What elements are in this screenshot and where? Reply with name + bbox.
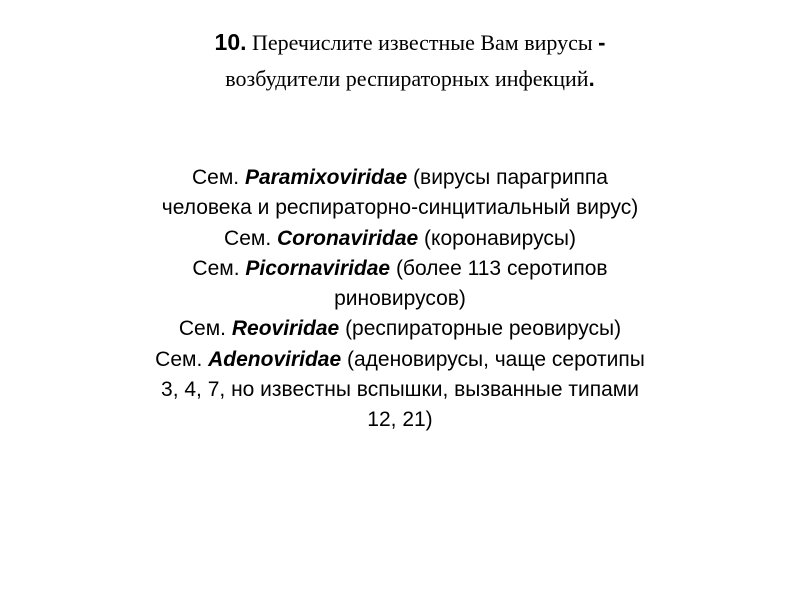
list-item	[40, 224, 760, 254]
family-description: (коронавирусы)	[418, 226, 576, 250]
family-name: Coronaviridae	[276, 226, 419, 250]
list-item-continuation	[40, 405, 760, 435]
family-name: Adenoviridae	[208, 347, 342, 371]
list-item	[40, 254, 760, 284]
family-prefix: Сем.	[192, 166, 245, 189]
title-dash: -	[598, 30, 606, 55]
family-prefix: Сем.	[192, 256, 246, 280]
list-item-continuation	[40, 193, 760, 223]
family-description: человека и респираторно-синцитиальный вирус)	[161, 196, 639, 220]
list-item	[40, 314, 760, 344]
title-text-line-1: Перечислите известные Вам вирусы	[246, 30, 599, 55]
family-prefix: Сем.	[178, 317, 232, 341]
slide-title	[100, 24, 720, 97]
family-description: 12, 21)	[367, 408, 433, 432]
title-period: .	[588, 66, 595, 91]
virus-family-list	[40, 163, 760, 436]
title-line-1	[100, 24, 720, 61]
title-line-2	[100, 61, 720, 97]
family-description: риновирусов)	[334, 287, 466, 311]
list-item	[40, 345, 760, 375]
list-item-continuation	[40, 375, 760, 405]
family-name: Picornaviridae	[245, 256, 391, 280]
question-number: 10.	[214, 29, 247, 55]
family-name: Reoviridae	[231, 317, 340, 341]
family-prefix: Сем.	[155, 347, 209, 371]
title-text-line-2: возбудители респираторных инфекций	[225, 66, 589, 91]
family-description: 3, 4, 7, но известны вспышки, вызванные типами	[161, 378, 639, 402]
list-item	[40, 163, 760, 193]
list-item-continuation	[40, 284, 760, 314]
family-description: (более 113 серотипов	[390, 256, 608, 280]
family-prefix: Сем.	[224, 226, 277, 250]
family-name: Paramixoviridae	[244, 166, 408, 189]
family-description: (аденовирусы, чаще серотипы	[341, 347, 645, 371]
family-description: (вирусы парагриппа	[407, 166, 608, 189]
family-description: (респираторные реовирусы)	[339, 317, 622, 341]
